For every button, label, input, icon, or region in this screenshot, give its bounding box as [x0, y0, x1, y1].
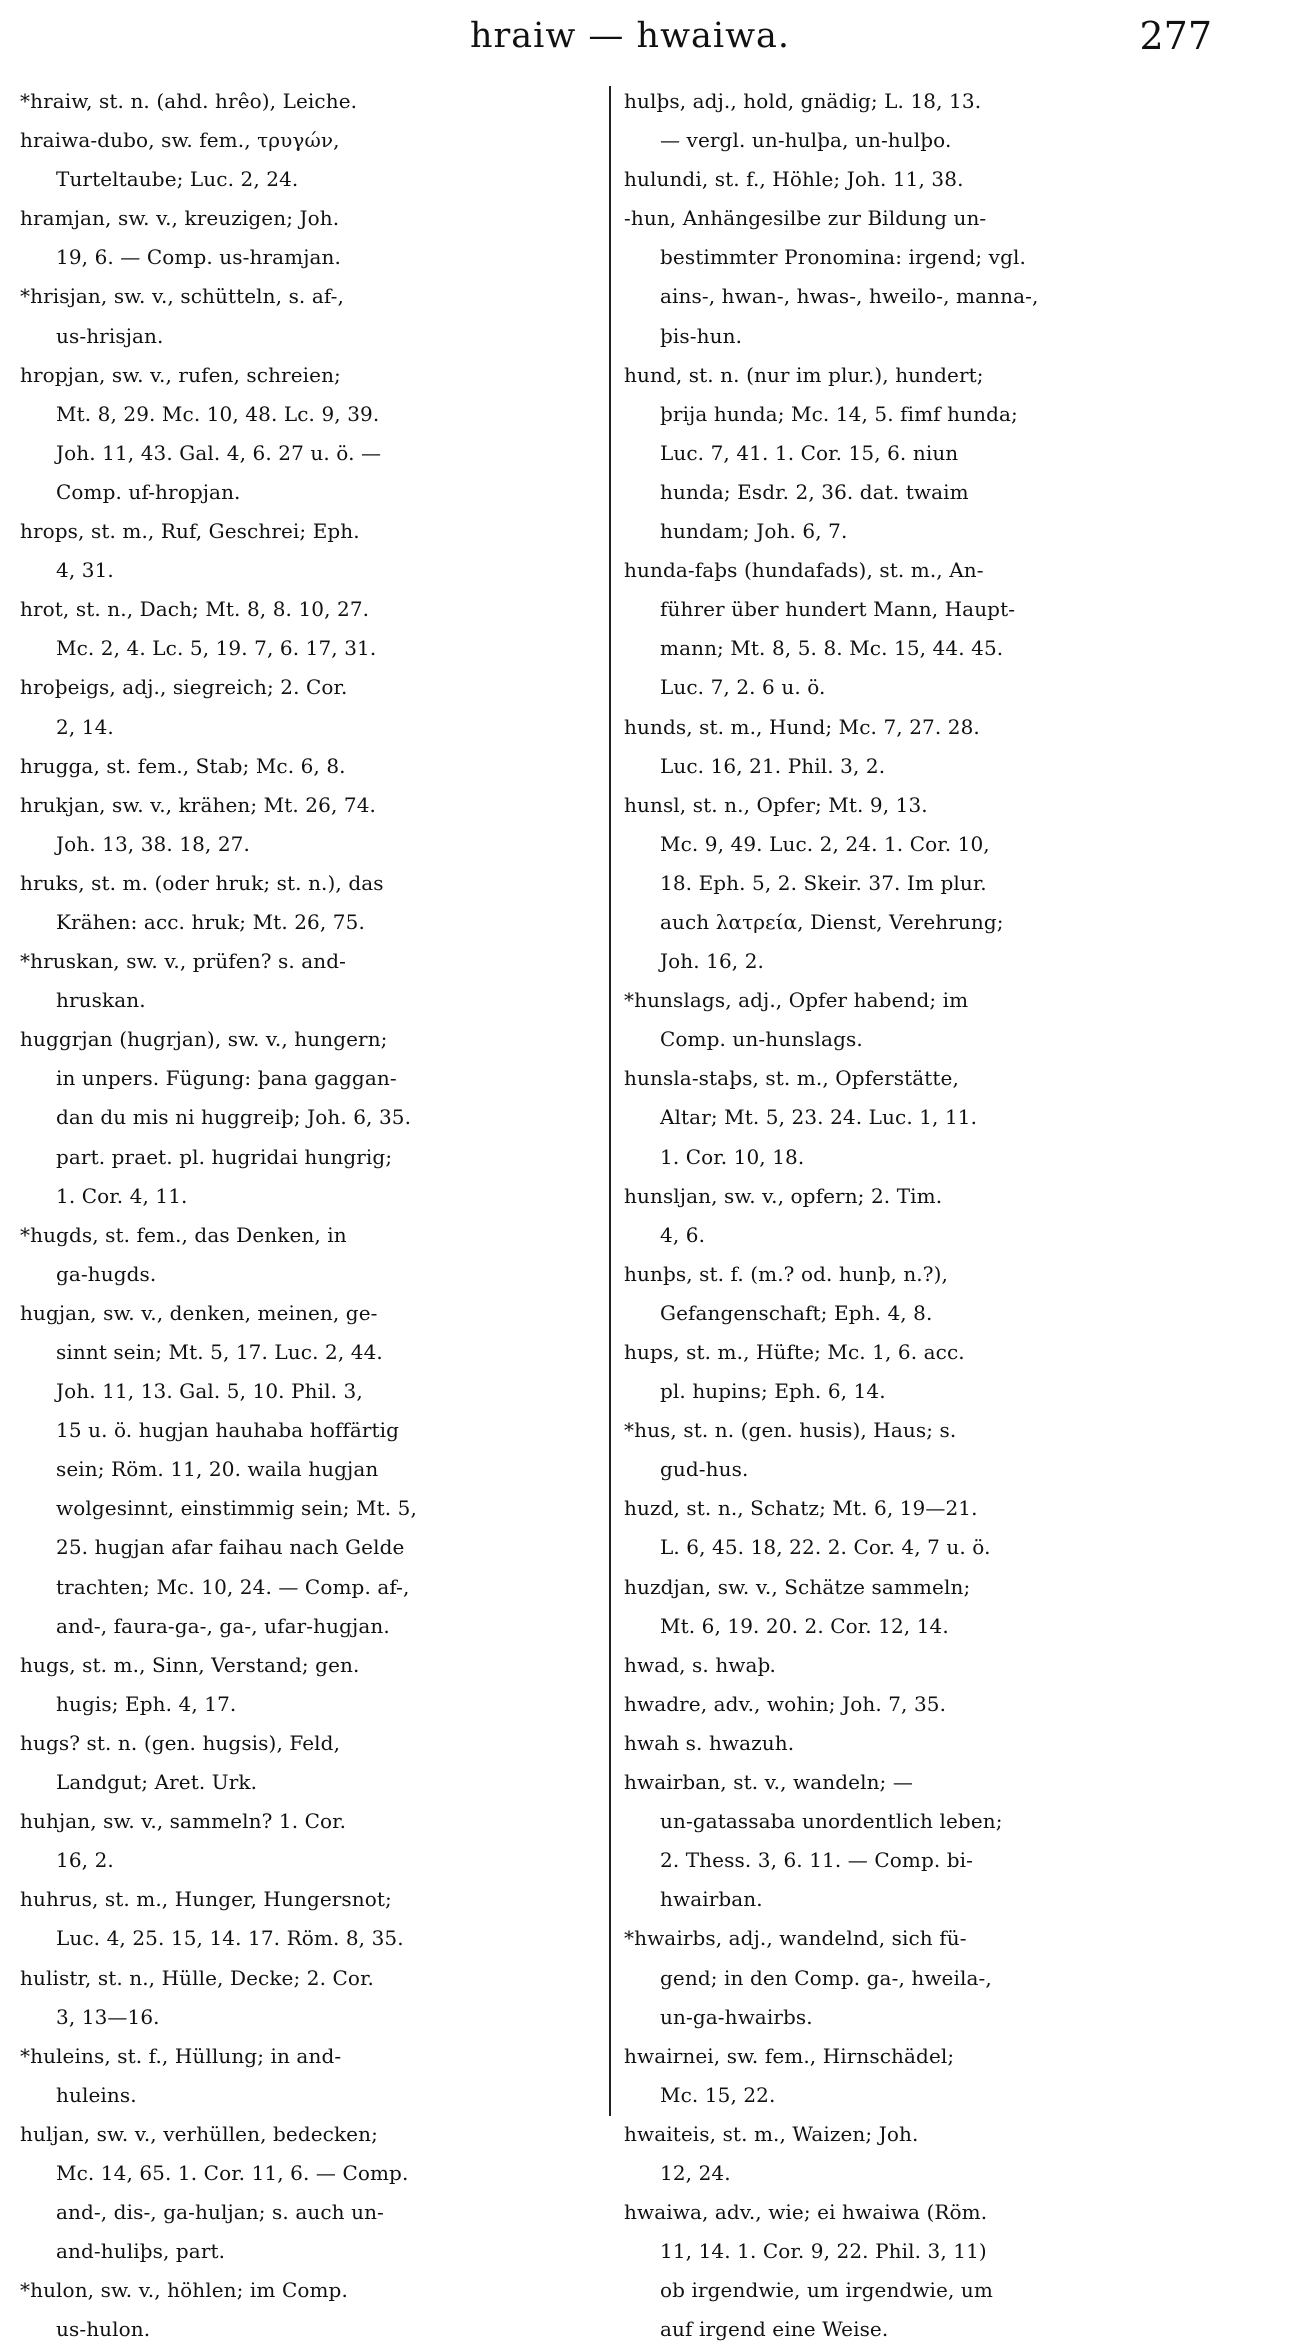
- entry-line: auch λατρεία, Dienst, Verehrung;: [660, 909, 1004, 934]
- entry-line: huljan, sw. v., verhüllen, bedecken;: [20, 2121, 378, 2146]
- entry-line: hunþs, st. f. (m.? od. hunþ, n.?),: [624, 1261, 948, 1286]
- entry-line: 18. Eph. 5, 2. Skeir. 37. Im plur.: [660, 870, 987, 895]
- entry-line: Mc. 15, 22.: [660, 2082, 776, 2107]
- entry-line: 2, 14.: [56, 714, 114, 739]
- entry-line: Mt. 6, 19. 20. 2. Cor. 12, 14.: [660, 1613, 949, 1638]
- entry-line: Krähen: acc. hruk; Mt. 26, 75.: [56, 909, 365, 934]
- entry-line: and-, dis-, ga-huljan; s. auch un-: [56, 2200, 384, 2225]
- entry-line: trachten; Mc. 10, 24. — Comp. af-,: [56, 1574, 410, 1599]
- entry-line: þrija hunda; Mc. 14, 5. fimf hunda;: [660, 401, 1018, 426]
- entry-line: bestimmter Pronomina: irgend; vgl.: [660, 245, 1026, 270]
- entry-line: Luc. 16, 21. Phil. 3, 2.: [660, 753, 886, 778]
- entry-line: — vergl. un-hulþa, un-hulþo.: [660, 128, 952, 153]
- entry-line: gud-hus.: [660, 1457, 749, 1482]
- entry-line: *hruskan, sw. v., prüfen? s. and-: [20, 949, 347, 974]
- entry-line: hulundi, st. f., Höhle; Joh. 11, 38.: [624, 167, 964, 192]
- entry-line: Luc. 4, 25. 15, 14. 17. Röm. 8, 35.: [56, 1926, 404, 1951]
- entry-line: hugis; Eph. 4, 17.: [56, 1691, 237, 1716]
- entry-line: 2. Thess. 3, 6. 11. — Comp. bi-: [660, 1848, 974, 1873]
- entry-line: 1. Cor. 10, 18.: [660, 1144, 805, 1169]
- entry-line: Luc. 7, 41. 1. Cor. 15, 6. niun: [660, 440, 959, 465]
- entry-line: wolgesinnt, einstimmig sein; Mt. 5,: [56, 1496, 417, 1521]
- entry-line: huzd, st. n., Schatz; Mt. 6, 19—21.: [624, 1496, 978, 1521]
- entry-line: huhjan, sw. v., sammeln? 1. Cor.: [20, 1809, 347, 1834]
- entry-line: hwairban.: [660, 1887, 763, 1912]
- entry-line: *hraiw, st. n. (ahd. hrêo), Leiche.: [20, 89, 358, 113]
- entry-line: Comp. un-hunslags.: [660, 1027, 863, 1052]
- entry-line: huhrus, st. m., Hunger, Hungersnot;: [20, 1887, 392, 1912]
- entry-line: un-ga-hwairbs.: [660, 2004, 813, 2029]
- running-title: hraiw — hwaiwa.: [470, 16, 791, 56]
- entry-line: Joh. 13, 38. 18, 27.: [56, 831, 250, 856]
- entry-line: hrot, st. n., Dach; Mt. 8, 8. 10, 27.: [20, 597, 370, 622]
- entry-line: and-, faura-ga-, ga-, ufar-hugjan.: [56, 1613, 390, 1638]
- entry-line: hraiwa-dubo, sw. fem., τρυγών,: [20, 128, 340, 153]
- entry-line: and-huliþs, part.: [56, 2239, 226, 2264]
- entry-line: ga-hugds.: [56, 1261, 157, 1286]
- entry-line: hruks, st. m. (oder hruk; st. n.), das: [20, 870, 384, 895]
- left-column: [20, 82, 620, 2349]
- entry-line: hroþeigs, adj., siegreich; 2. Cor.: [20, 675, 348, 700]
- entry-line: hwaiwa, adv., wie; ei hwaiwa (Röm.: [624, 2200, 988, 2225]
- entry-line: us-hrisjan.: [56, 323, 164, 348]
- entry-line: ob irgendwie, um irgendwie, um: [660, 2278, 993, 2303]
- entry-line: hugjan, sw. v., denken, meinen, ge-: [20, 1300, 378, 1325]
- entry-line: hugs, st. m., Sinn, Verstand; gen.: [20, 1652, 360, 1677]
- entry-line: 12, 24.: [660, 2160, 731, 2185]
- entry-line: Luc. 7, 2. 6 u. ö.: [660, 675, 826, 700]
- entry-line: führer über hundert Mann, Haupt-: [660, 597, 1016, 622]
- entry-line: hwairban, st. v., wandeln; —: [624, 1770, 913, 1795]
- entry-line: huggrjan (hugrjan), sw. v., hungern;: [20, 1027, 388, 1052]
- entry-line: *hulon, sw. v., höhlen; im Comp.: [20, 2278, 348, 2303]
- entry-line: hunds, st. m., Hund; Mc. 7, 27. 28.: [624, 714, 980, 739]
- entry-line: *hrisjan, sw. v., schütteln, s. af-,: [20, 284, 344, 309]
- entry-line: 1. Cor. 4, 11.: [56, 1183, 188, 1208]
- entry-line: hunsla-staþs, st. m., Opferstätte,: [624, 1066, 959, 1091]
- entry-line: in unpers. Fügung: þana gaggan-: [56, 1066, 397, 1091]
- entry-line: hwadre, adv., wohin; Joh. 7, 35.: [624, 1691, 947, 1716]
- entry-line: gend; in den Comp. ga-, hweila-,: [660, 1965, 992, 1990]
- entry-line: Mc. 9, 49. Luc. 2, 24. 1. Cor. 10,: [660, 831, 990, 856]
- entry-line: hropjan, sw. v., rufen, schreien;: [20, 362, 341, 387]
- entry-line: 16, 2.: [56, 1848, 114, 1873]
- column-divider: [609, 86, 611, 2116]
- entry-line: hrops, st. m., Ruf, Geschrei; Eph.: [20, 519, 360, 544]
- entry-line: un-gatassaba unordentlich leben;: [660, 1809, 1003, 1834]
- entry-line: hramjan, sw. v., kreuzigen; Joh.: [20, 206, 340, 231]
- entry-line: hunda-faþs (hundafads), st. m., An-: [624, 558, 984, 583]
- entry-line: huzdjan, sw. v., Schätze sammeln;: [624, 1574, 971, 1599]
- entry-line: 3, 13—16.: [56, 2004, 160, 2029]
- entry-line: dan du mis ni huggreiþ; Joh. 6, 35.: [56, 1105, 412, 1130]
- entry-line: sinnt sein; Mt. 5, 17. Luc. 2, 44.: [56, 1340, 383, 1364]
- entry-line: 25. hugjan afar faihau nach Gelde: [56, 1535, 405, 1560]
- entry-line: hwaiteis, st. m., Waizen; Joh.: [624, 2121, 919, 2146]
- entry-line: hunsl, st. n., Opfer; Mt. 9, 13.: [624, 792, 928, 817]
- entry-line: hunda; Esdr. 2, 36. dat. twaim: [660, 479, 969, 504]
- entry-line: ains-, hwan-, hwas-, hweilo-, manna-,: [660, 284, 1039, 309]
- entry-line: hwad, s. hwaþ.: [624, 1652, 776, 1677]
- entry-line: *hunslags, adj., Opfer habend; im: [624, 988, 969, 1013]
- entry-line: 11, 14. 1. Cor. 9, 22. Phil. 3, 11): [660, 2239, 987, 2264]
- entry-line: hups, st. m., Hüfte; Mc. 1, 6. acc.: [624, 1340, 965, 1364]
- entry-line: *hus, st. n. (gen. husis), Haus; s.: [624, 1418, 957, 1443]
- entry-line: hrugga, st. fem., Stab; Mc. 6, 8.: [20, 753, 346, 778]
- entry-line: hruskan.: [56, 988, 146, 1013]
- entry-line: Joh. 11, 43. Gal. 4, 6. 27 u. ö. —: [56, 440, 382, 465]
- entry-line: hund, st. n. (nur im plur.), hundert;: [624, 362, 984, 387]
- entry-line: 4, 6.: [660, 1222, 706, 1247]
- entry-line: Turteltaube; Luc. 2, 24.: [56, 167, 299, 192]
- entry-line: pl. hupins; Eph. 6, 14.: [660, 1379, 886, 1404]
- entry-line: hwairnei, sw. fem., Hirnschädel;: [624, 2043, 955, 2068]
- entry-line: hugs? st. n. (gen. hugsis), Feld,: [20, 1730, 341, 1755]
- entry-line: Landgut; Aret. Urk.: [56, 1770, 258, 1795]
- entry-line: sein; Röm. 11, 20. waila hugjan: [56, 1457, 379, 1482]
- entry-line: *hwairbs, adj., wandelnd, sich fü-: [624, 1926, 967, 1951]
- entry-line: Altar; Mt. 5, 23. 24. Luc. 1, 11.: [660, 1105, 978, 1130]
- entry-line: 4, 31.: [56, 558, 114, 583]
- entry-line: us-hulon.: [56, 2317, 151, 2342]
- entry-line: L. 6, 45. 18, 22. 2. Cor. 4, 7 u. ö.: [660, 1535, 991, 1560]
- entry-line: Mc. 2, 4. Lc. 5, 19. 7, 6. 17, 31.: [56, 636, 377, 661]
- entry-line: mann; Mt. 8, 5. 8. Mc. 15, 44. 45.: [660, 636, 1004, 661]
- entry-line: hunsljan, sw. v., opfern; 2. Tim.: [624, 1183, 943, 1208]
- entry-line: Gefangenschaft; Eph. 4, 8.: [660, 1300, 933, 1325]
- page-header: [0, 10, 1304, 64]
- entry-line: hulistr, st. n., Hülle, Decke; 2. Cor.: [20, 1965, 374, 1990]
- entry-line: Joh. 16, 2.: [660, 949, 765, 974]
- entry-line: Joh. 11, 13. Gal. 5, 10. Phil. 3,: [56, 1379, 363, 1404]
- entry-line: part. praet. pl. hugridai hungrig;: [56, 1144, 393, 1169]
- entry-line: hundam; Joh. 6, 7.: [660, 519, 848, 544]
- entry-line: Comp. uf-hropjan.: [56, 479, 241, 504]
- entry-line: 19, 6. — Comp. us-hramjan.: [56, 245, 341, 270]
- entry-line: hulþs, adj., hold, gnädig; L. 18, 13.: [624, 89, 982, 113]
- entry-line: auf irgend eine Weise.: [660, 2317, 889, 2342]
- entry-line: hrukjan, sw. v., krähen; Mt. 26, 74.: [20, 792, 376, 817]
- entry-line: *huleins, st. f., Hüllung; in and-: [20, 2043, 342, 2068]
- entry-line: Mt. 8, 29. Mc. 10, 48. Lc. 9, 39.: [56, 401, 380, 426]
- entry-line: *hugds, st. fem., das Denken, in: [20, 1222, 347, 1247]
- right-column: [624, 82, 1224, 2349]
- entry-line: Mc. 14, 65. 1. Cor. 11, 6. — Comp.: [56, 2160, 409, 2185]
- entry-line: -hun, Anhängesilbe zur Bildung un-: [624, 206, 987, 231]
- entry-line: þis-hun.: [660, 323, 743, 348]
- entry-line: hwah s. hwazuh.: [624, 1730, 795, 1755]
- entry-line: 15 u. ö. hugjan hauhaba hoffärtig: [56, 1418, 400, 1443]
- entry-line: huleins.: [56, 2082, 137, 2107]
- page-number: 277: [1139, 14, 1212, 58]
